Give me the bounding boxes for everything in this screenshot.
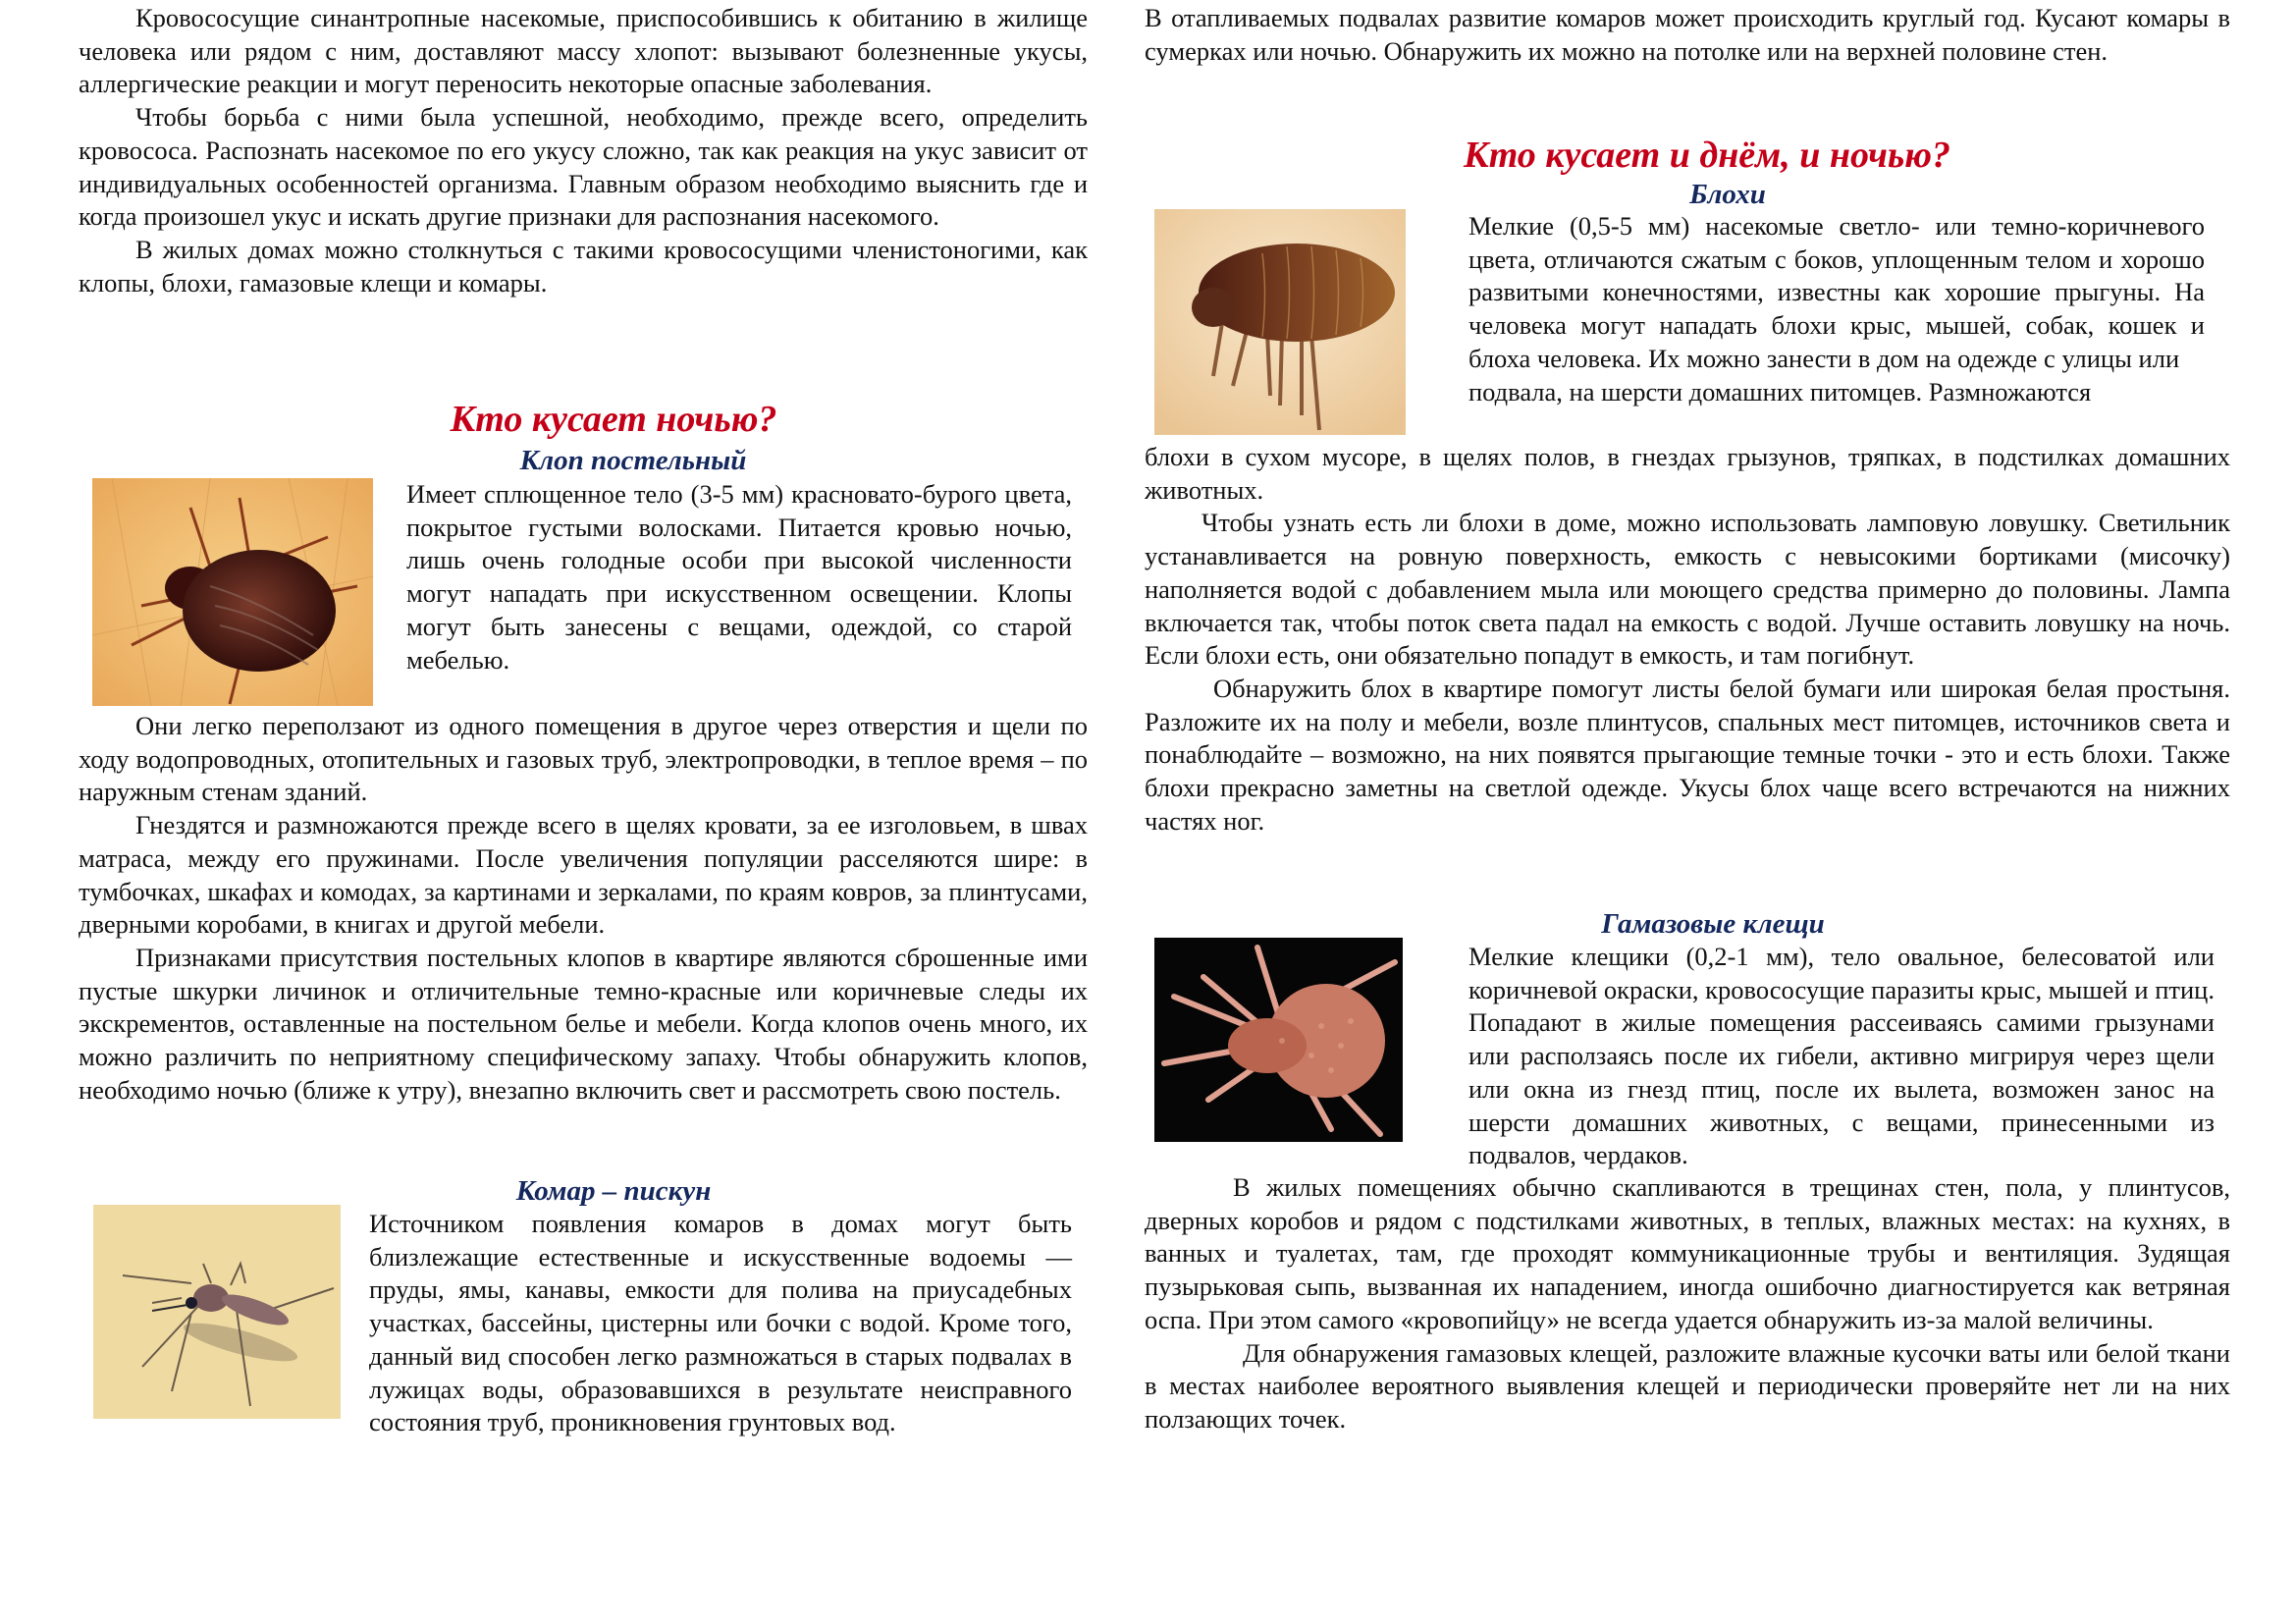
- paragraph: Признаками присутствия постельных клопов в квартире являются сброшенные ими пустые шкурки личинок и отличительные темно-красные или коричневые следы их экскрементов, оставленные на постельном белье и мебели. Когда клопов очень много, их можно различить по неприятному специфическому запаху. Чтобы обнаружить клопов, необходимо ночью (ближе к утру), внезапно включить свет и рассмотреть свою постель.: [79, 942, 1088, 1105]
- gamasid-mite-icon: [1154, 938, 1403, 1142]
- insect-heading-mosquito: Комар – пискун: [515, 1175, 712, 1207]
- paragraph: Чтобы борьба с ними была успешной, необходимо, прежде всего, определить кровососа. Распознать насекомое по его укусу сложно, так как реакция на укус зависит от индивидуальных особенностей организма. Главным образом необходимо выяснить где и когда произошел укус и искать другие признаки для распознания насекомого.: [79, 102, 1088, 232]
- paragraph: В жилых домах можно столкнуться с такими кровососущими членистоногими, как клопы, блохи, гамазовые клещи и комары.: [79, 234, 1088, 298]
- paragraph: подвала, на шерсти домашних питомцев. Размножаются: [1468, 376, 2092, 406]
- paragraph: Чтобы узнать есть ли блохи в доме, можно использовать ламповую ловушку. Светильник устанавливается на ровную поверхность, емкость с невысокими бортиками (мисочку) наполняется водой с добавлением мыла или моющего средства примерно до половины. Лампа включается так, чтобы поток света падал на емкость с водой. Лучше оставить ловушку на ночь. Если блохи есть, они обязательно попадут в емкость, и там погибнут.: [1145, 508, 2230, 671]
- mosquito-continued: [1145, 2, 2230, 68]
- bedbug-description: [406, 478, 1072, 677]
- paragraph: Они легко переползают из одного помещения в другое через отверстия и щели по ходу водопроводных, отопительных и газовых труб, электропроводки, в теплое время – по наружным стенам зданий.: [79, 711, 1088, 807]
- flea-image: [1154, 209, 1406, 435]
- paragraph: Обнаружить блох в квартире помогут листы белой бумаги или широкая белая простыня. Разложите их на полу и мебели, возле плинтусов, спальных мест питомцев, источников света и понаблюдайте – возможно, на них появятся прыгающие темные точки - это и есть блохи. Также блохи прекрасно заметны на светлой одежде. Укусы блох чаще всего встречаются на нижних частях ног.: [1145, 673, 2230, 836]
- bedbug-image: [92, 478, 373, 706]
- bedbug-icon: [92, 478, 373, 706]
- intro-text: [79, 2, 1088, 299]
- mosquito-icon: [93, 1205, 341, 1419]
- flea-description: [1468, 210, 2205, 408]
- paragraph: блохи в сухом мусоре, в щелях полов, в гнездах грызунов, тряпках, в подстилках домашних животных.: [1145, 442, 2230, 505]
- paragraph: В отапливаемых подвалах развитие комаров может происходить круглый год. Кусают комары в сумерках или ночью. Обнаружить их можно на потолке или на верхней половине стен.: [1145, 3, 2230, 66]
- paragraph: Для обнаружения гамазовых клещей, разложите влажные кусочки ваты или белой ткани в местах наиболее вероятного выявления клещей и периодически проверяйте нет ли на них ползающих точек.: [1145, 1337, 2230, 1434]
- insect-heading-bedbug: Клоп постельный: [519, 445, 747, 476]
- mite-image: [1154, 938, 1403, 1142]
- paragraph: Кровососущие синантропные насекомые, приспособившись к обитанию в жилище человека или рядом с ним, доставляют массу хлопот: вызывают болезненные укусы, аллергические реакции и могут переносить некоторые опасные заболевания.: [79, 3, 1088, 99]
- mosquito-image: [93, 1205, 341, 1419]
- flea-details: [1145, 441, 2230, 838]
- paragraph: Имеет сплющенное тело (3-5 мм) красновато-бурого цвета, покрытое густыми волосками. Питается кровью ночью, лишь очень голодные особи при высокой численности могут нападать при искусственном освещении. Клопы могут быть занесены с вещами, одеждой, со старой мебелью.: [406, 479, 1072, 675]
- insect-heading-flea: Блохи: [1689, 179, 1766, 210]
- paragraph: Мелкие клещики (0,2-1 мм), тело овальное, белесоватой или коричневой окраски, кровососущие паразиты крыс, мышей и птиц. Попадают в жилые помещения рассеиваясь самими грызунами или расползаясь после их гибели, активно мигрируя через щели или окна из гнезд птиц, после их вылета, возможен занос на шерсти домашних животных, с вещами, принесенными из подвалов, чердаков.: [1468, 942, 2215, 1170]
- mosquito-description: [369, 1208, 1072, 1439]
- mite-description: [1468, 941, 2215, 1172]
- bedbug-details: [79, 710, 1088, 1107]
- mite-details: [1145, 1171, 2230, 1436]
- section-heading-night: Кто кусает ночью?: [450, 399, 777, 440]
- paragraph: В жилых помещениях обычно скапливаются в трещинах стен, пола, у плинтусов, дверных коробов и рядом с подстилками животных, в теплых, влажных местах: на кухнях, в ванных и туалетах, там, где проходят коммуникационные трубы и вентиляция. Зудящая пузырьковая сыпь, вызванная их нападением, иногда ошибочно диагностируется как ветряная оспа. При этом самого «кровопийцу» не всегда удается обнаружить из-за малой величины.: [1145, 1172, 2230, 1334]
- paragraph: Гнездятся и размножаются прежде всего в щелях кровати, за ее изголовьем, в швах матраса, между его пружинами. После увеличения популяции расселяются шире: в тумбочках, шкафах и комодах, за картинами и зеркалами, по краям ковров, за плинтусами, дверными коробами, в книгах и другой мебели.: [79, 810, 1088, 940]
- flea-icon: [1154, 209, 1406, 435]
- paragraph: Мелкие (0,5-5 мм) насекомые светло- или темно-коричневого цвета, отличаются сжатым с боков, уплощенным телом и хорошо развитыми конечностями, известны как хорошие прыгуны. На человека могут нападать блохи крыс, мышей, собак, кошек и блоха человека. Их можно занести в дом на одежде с улицы или: [1468, 211, 2205, 373]
- paragraph: Источником появления комаров в домах могут быть близлежащие естественные и искусственные водоемы — пруды, ямы, канавы, емкости для полива на приусадебных участках, бассейны, цистерны или бочки с водой. Кроме того, данный вид способен легко размножаться в старых подвалах в лужицах воды, образовавшихся в результате неисправного состояния труб, проникновения грунтовых вод.: [369, 1209, 1072, 1437]
- section-heading-day-night: Кто кусает и днём, и ночью?: [1463, 135, 1951, 176]
- insect-heading-mite: Гамазовые клещи: [1601, 908, 1825, 940]
